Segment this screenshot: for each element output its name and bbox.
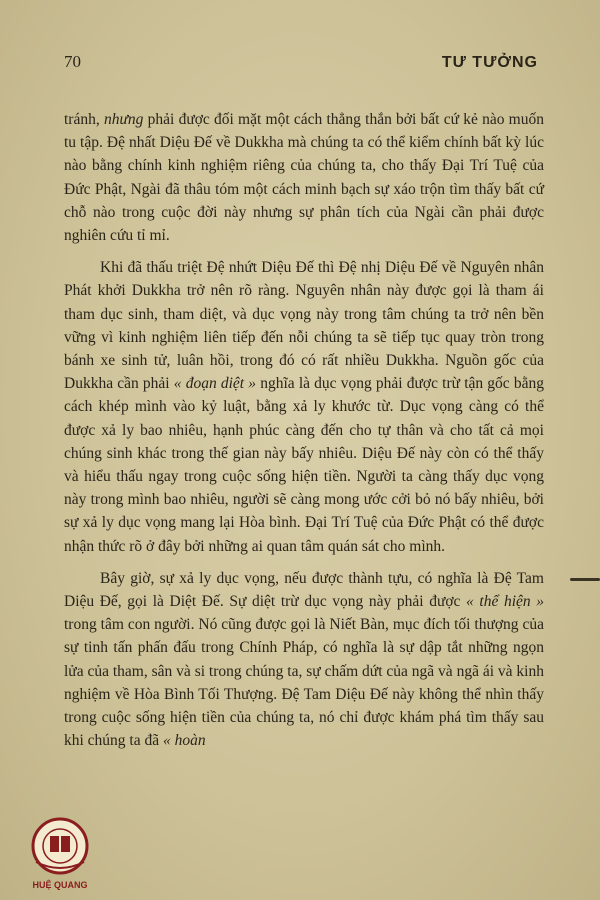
emphasis: « đoạn diệt » — [173, 375, 257, 393]
publisher-logo — [14, 816, 106, 890]
margin-mark — [570, 578, 600, 581]
emphasis: « thể hiện » — [466, 593, 544, 611]
paragraph: Bây giờ, sự xả ly dục vọng, nếu được thành tựu, có nghĩa là Đệ Tam Diệu Đế, gọi là Diệt Đế. Sự diệt trừ dục vọng này phải được « thể hiện » trong tâm con người. Nó cũng được gọi là Niết Bàn, mục đích tối thượng của sự tinh tấn phấn đấu trong Chính Pháp, có nghĩa là sự dập tắt những ngọn lửa của tham, sân và si trong chúng ta, sự chấm dứt của ngã và ngã ái và kinh nghiệm về Hòa Bình Tối Thượng. Đệ Tam Diệu Đế này không thể nhìn thấy trong cuộc sống hiện tiền của chúng ta, nó chỉ được khám phá tìm thấy sau khi chúng ta đã « hoàn — [64, 569, 544, 750]
emphasis: nhưng — [103, 111, 144, 128]
seal-icon — [14, 816, 106, 876]
paragraph: tránh, nhưng phải được đối mặt một cách thẳng thắn bởi bất cứ kẻ nào muốn tu tập. Đệ nhất Diệu Đế về Dukkha mà chúng ta có thể kiểm chính bất kỳ lúc nào bằng chính kinh nghiệm riêng của chúng ta, cho thấy Đại Trí Tuệ của Đức Phật, Ngài đã thâu tóm một cách minh bạch sự xáo trộn tìm thấy bất cứ chỗ nào trong cuộc đời này nhưng sự phân tích của Ngài cần phải được nghiên cứu tỉ mỉ. — [64, 111, 544, 245]
body-text — [64, 108, 544, 761]
logo-caption: HUỆ QUANG — [32, 880, 88, 890]
emphasis: « hoàn — [163, 732, 206, 750]
running-head — [64, 52, 538, 72]
paragraph: Khi đã thấu triệt Đệ nhứt Diệu Đế thì Đệ nhị Diệu Đế về Nguyên nhân Phát khởi Dukkha trở nên rõ ràng. Nguyên nhân này được gọi là tham ái tham dục sinh, tham diệt, và dục vọng này trong tâm chúng ta trở nên bền vững vì kinh nghiệm liên tiếp đến nỗi chúng ta sẽ tiếp tục quay tròn trong bánh xe sinh tử, luân hồi, trong đó có rất nhiều Dukkha. Nguồn gốc của Dukkha cần phải « đoạn diệt » nghĩa là dục vọng phải được trừ tận gốc bằng cách khép mình vào kỷ luật, bằng xả ly khước từ. Dục vọng càng có thể được xả ly bao nhiêu, hạnh phúc càng đến cho tự thân và cho tất cả mọi chúng sinh khác trong thế gian này bấy nhiêu. Diệu Đế này còn có thể thấy và hiểu thấu ngay trong cuộc sống hiện tiền. Người ta càng thấy dục vọng này trong mình bao nhiêu, người sẽ càng mong ước cởi bỏ nó bấy nhiêu, bởi sự xả ly dục vọng mang lại Hòa bình. Đại Trí Tuệ của Đức Phật có thể được nhận thức rõ ở đây bởi những ai quan tâm quán sát cho mình. — [64, 259, 544, 555]
chapter-title: TƯ TƯỞNG — [441, 54, 538, 71]
page-number: 70 — [64, 52, 81, 71]
